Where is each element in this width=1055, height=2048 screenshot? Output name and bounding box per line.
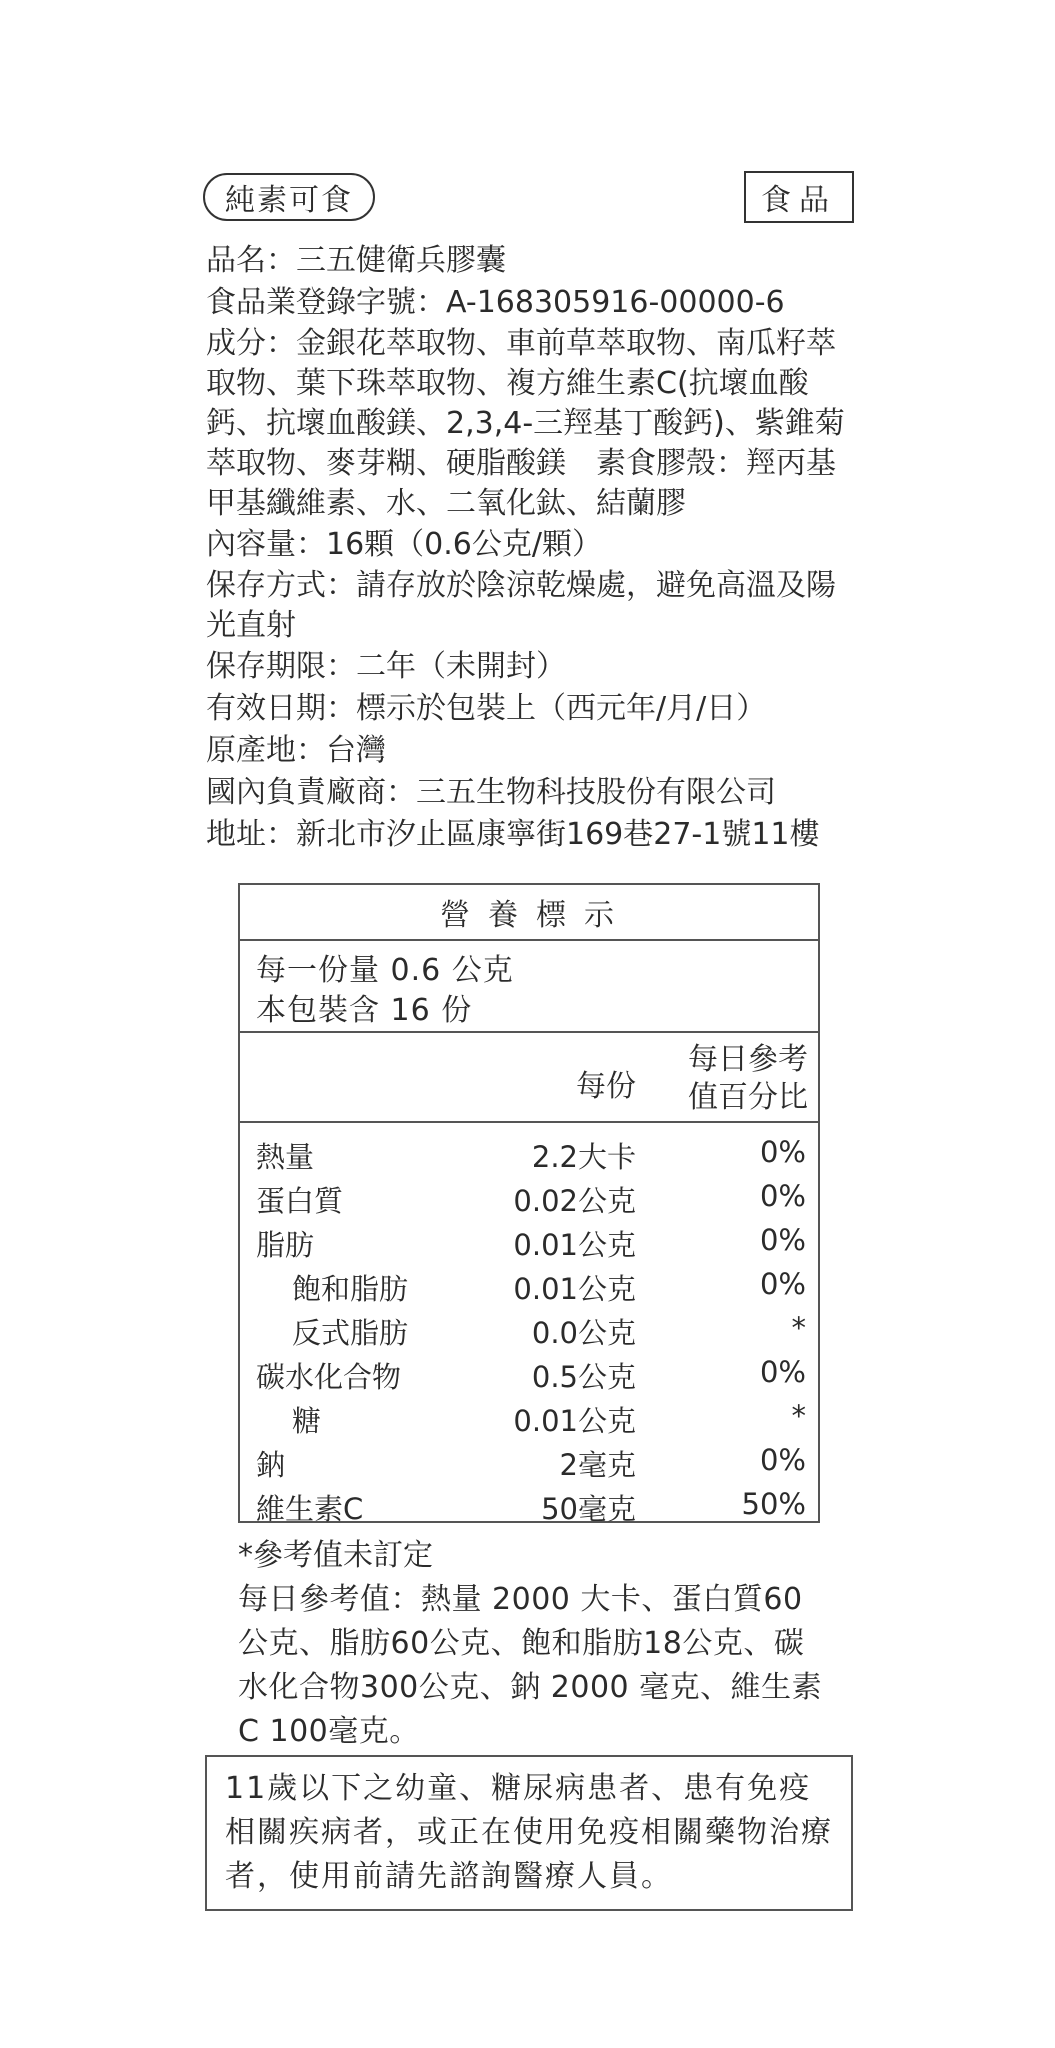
storage-method: 保存方式：請存放於陰涼乾燥處，避免高溫及陽光直射 <box>206 568 836 643</box>
nutrient-amount: 50毫克 <box>541 1492 636 1526</box>
vegan-badge <box>203 173 375 221</box>
nutrient-row <box>240 1263 818 1307</box>
nutrient-row <box>240 1131 818 1175</box>
warning-box <box>205 1755 853 1911</box>
daily-reference-values: 每日參考值：熱量 2000 大卡、蛋白質60公克、脂肪60公克、飽和脂肪18公克、碳水化合物300公克、鈉 2000 毫克、維生素C 100毫克。 <box>238 1582 823 1749</box>
nutrient-daily-value: 0% <box>759 1355 806 1389</box>
nutrient-row <box>240 1395 818 1439</box>
serving-info <box>240 941 818 1033</box>
ingredients: 成分：金銀花萃取物、車前草萃取物、南瓜籽萃取物、葉下珠萃取物、複方維生素C(抗壞血酸鈣、抗壞血酸鎂、2,3,4-三羥基丁酸鈣)、紫錐菊萃取物、麥芽糊、硬脂酸鎂 素食膠殼：羥丙基甲基纖維素、水、二氧化鈦、結蘭膠 <box>206 326 845 521</box>
nutrient-row <box>240 1483 818 1527</box>
food-badge-label: 食品 <box>761 183 837 218</box>
nutrient-amount: 0.0公克 <box>531 1316 636 1350</box>
nutrient-amount: 0.01公克 <box>513 1228 636 1262</box>
nutrient-name: 脂肪 <box>256 1228 315 1262</box>
manufacturer: 國內負責廠商：三五生物科技股份有限公司 <box>206 775 776 810</box>
nutrient-daily-value: 0% <box>759 1179 806 1213</box>
shelf-life: 保存期限：二年（未開封） <box>206 649 566 684</box>
nutrition-header <box>240 1033 818 1123</box>
expiry-date: 有效日期：標示於包裝上（西元年/月/日） <box>206 691 767 726</box>
nutrient-amount: 0.01公克 <box>513 1404 636 1438</box>
nutrient-amount: 0.01公克 <box>513 1272 636 1306</box>
food-badge <box>744 171 854 223</box>
nutrient-daily-value: 0% <box>759 1135 806 1169</box>
vegan-badge-label: 純素可食 <box>225 183 353 218</box>
nutrition-title: 營養標示 <box>240 885 818 941</box>
address: 地址：新北市汐止區康寧街169巷27-1號11樓 <box>206 817 820 852</box>
daily-value-header-line2: 值百分比 <box>688 1080 808 1115</box>
serving-size: 每一份量 0.6 公克 <box>256 953 514 988</box>
nutrient-row <box>240 1175 818 1219</box>
registration-number: 食品業登錄字號：A-168305916-00000-6 <box>206 285 785 320</box>
nutrient-amount: 0.02公克 <box>513 1184 636 1218</box>
nutrient-row <box>240 1351 818 1395</box>
nutrient-row <box>240 1439 818 1483</box>
nutrition-table <box>238 883 820 1526</box>
nutrient-name: 蛋白質 <box>256 1184 344 1218</box>
nutrient-row <box>240 1307 818 1351</box>
nutrient-name: 反式脂肪 <box>292 1316 409 1350</box>
daily-value-header <box>688 1041 808 1117</box>
nutrient-amount: 0.5公克 <box>531 1360 636 1394</box>
undefined-reference-note: *參考值未訂定 <box>238 1538 433 1573</box>
nutrient-name: 熱量 <box>256 1140 315 1174</box>
servings-per-package: 本包裝含 16 份 <box>256 993 473 1028</box>
nutrient-name: 碳水化合物 <box>256 1360 402 1394</box>
nutrient-amount: 2.2大卡 <box>531 1140 636 1174</box>
warning-text: 11歲以下之幼童、糖尿病患者、患有免疫相關疾病者，或正在使用免疫相關藥物治療者，使用前請先諮詢醫療人員。 <box>225 1771 833 1894</box>
daily-value-header-line1: 每日參考 <box>688 1042 808 1077</box>
nutrition-rows <box>240 1123 818 1527</box>
product-info <box>206 240 858 856</box>
nutrient-daily-value: 0% <box>759 1443 806 1477</box>
nutrient-daily-value: 0% <box>759 1267 806 1301</box>
nutrient-name: 飽和脂肪 <box>292 1272 409 1306</box>
origin: 原產地：台灣 <box>206 733 386 768</box>
net-content: 內容量：16顆（0.6公克/顆） <box>206 527 602 562</box>
nutrient-name: 糖 <box>292 1404 322 1438</box>
nutrient-name: 維生素C <box>256 1492 364 1526</box>
nutrient-daily-value: 0% <box>759 1223 806 1257</box>
nutrient-daily-value: 50% <box>741 1487 806 1521</box>
nutrient-row <box>240 1219 818 1263</box>
nutrient-daily-value: * <box>791 1399 806 1433</box>
nutrient-daily-value: * <box>791 1311 806 1345</box>
nutrition-notes <box>238 1534 828 1754</box>
nutrient-name: 鈉 <box>256 1448 286 1482</box>
product-name: 品名：三五健衛兵膠囊 <box>206 243 506 278</box>
per-serving-header: 每份 <box>576 1069 636 1104</box>
nutrient-amount: 2毫克 <box>559 1448 636 1482</box>
